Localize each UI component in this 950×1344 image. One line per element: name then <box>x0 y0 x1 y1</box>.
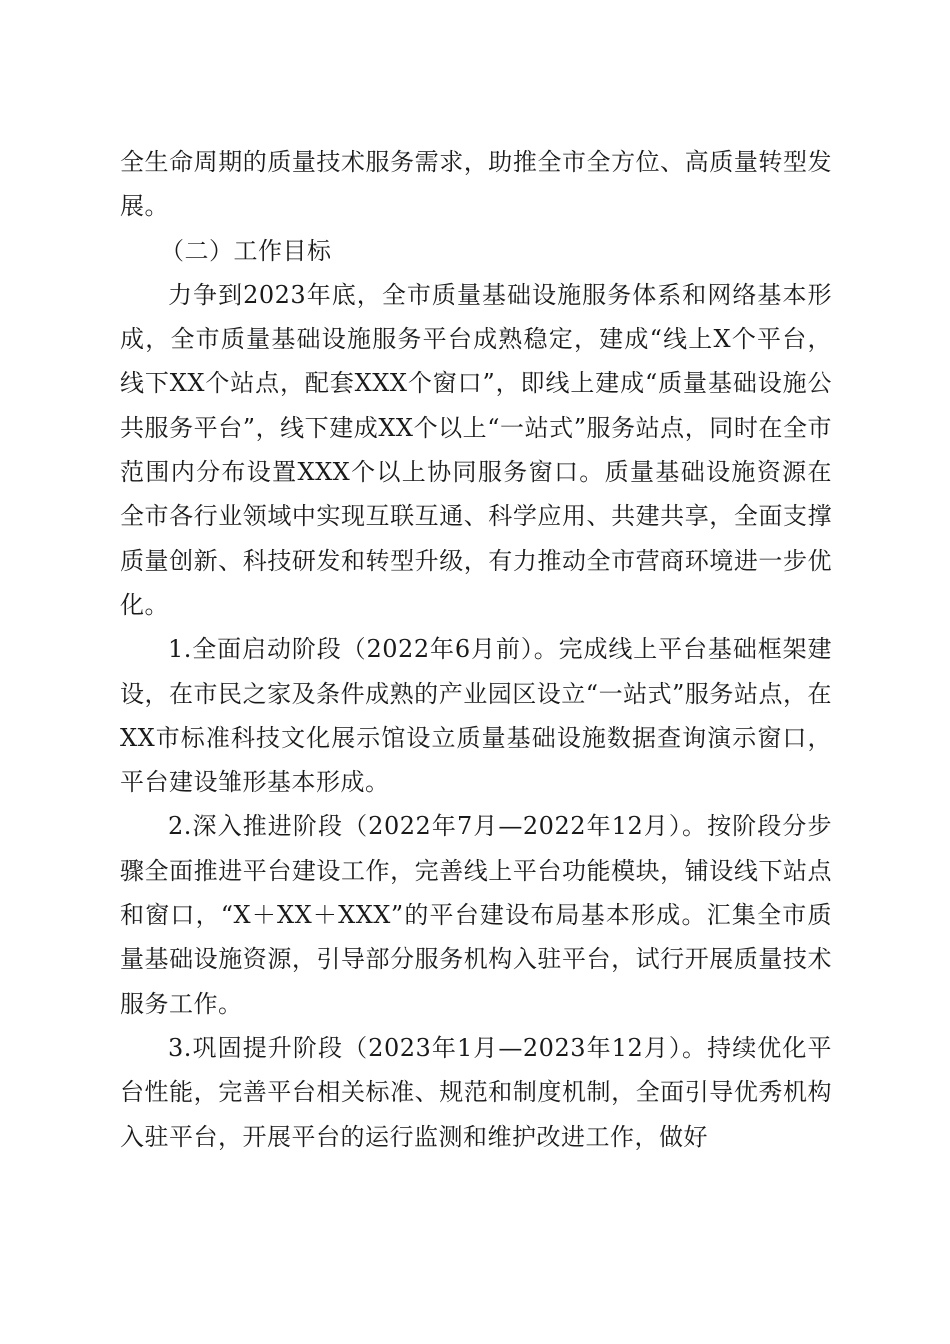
paragraph-intro-continuation: 全生命周期的质量技术服务需求，助推全市全方位、高质量转型发展。 <box>120 148 832 221</box>
paragraph-stage-3: 3.巩固提升阶段（2023年1月—2023年12月）。持续优化平台性能，完善平台相关标准、规范和制度机制，全面引导优秀机构入驻平台，开展平台的运行监测和维护改进工作，做好 <box>120 1033 832 1151</box>
paragraph-goal: 力争到2023年底，全市质量基础设施服务体系和网络基本形成，全市质量基础设施服务平台成熟稳定，建成“线上X个平台，线下XX个站点，配套XXX个窗口”，即线上建成“质量基础设施公共服务平台”，线下建成XX个以上“一站式”服务站点，同时在全市范围内分布设置XXX个以上协同服务窗口。质量基础设施资源在全市各行业领域中实现互联互通、科学应用、共建共享，全面支撑质量创新、科技研发和转型升级，有力推动全市营商环境进一步优化。 <box>120 280 832 619</box>
document-body <box>120 140 832 1159</box>
section-heading: （二）工作目标 <box>160 236 332 265</box>
paragraph-stage-1: 1.全面启动阶段（2022年6月前）。完成线上平台基础框架建设，在市民之家及条件成熟的产业园区设立“一站式”服务站点，在XX市标准科技文化展示馆设立质量基础设施数据查询演示窗口，平台建设雏形基本形成。 <box>120 635 832 797</box>
paragraph-stage-2: 2.深入推进阶段（2022年7月—2022年12月）。按阶段分步骤全面推进平台建设工作，完善线上平台功能模块，铺设线下站点和窗口，“X＋XX＋XXX”的平台建设布局基本形成。汇集全市质量基础设施资源，引导部分服务机构入驻平台，试行开展质量技术服务工作。 <box>120 812 832 1018</box>
